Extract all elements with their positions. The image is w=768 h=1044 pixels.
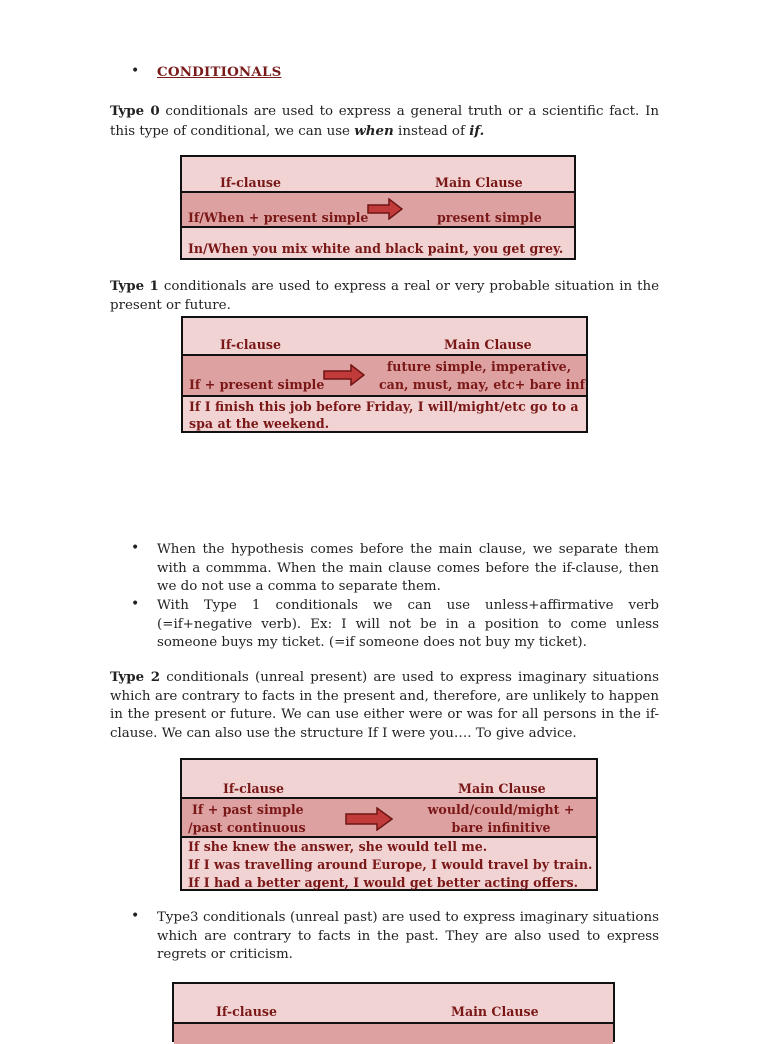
if-form: If/When + present simple — [188, 210, 369, 225]
arrow-right-icon — [367, 198, 403, 220]
main-form-line-1: would/could/might + — [427, 802, 575, 817]
table-row — [174, 984, 613, 1022]
list-item: With Type 1 conditionals we can use unless+affirmative verb (=if+negative verb). Ex: I will not be in a position to come unless someone buys my ticket. (=if someone does not buy my ticket). — [157, 598, 659, 650]
table-row — [182, 157, 574, 191]
if-form: If + present simple — [189, 377, 325, 392]
bullet-dot: • — [131, 596, 140, 612]
arrow-right-icon — [323, 364, 365, 386]
bullet-dot: • — [131, 540, 140, 556]
type0-table — [180, 155, 576, 260]
if-clause-header: If-clause — [223, 781, 284, 796]
type1-paragraph — [110, 277, 659, 315]
example-sentence: If she knew the answer, she would tell me. — [188, 839, 488, 854]
type0-lead: Type 0 — [110, 103, 160, 119]
main-form-line-1: future simple, imperative, — [386, 359, 572, 374]
type1-lead: Type 1 — [110, 278, 159, 294]
type3-bullet: Type3 conditionals (unreal past) are used to express imaginary situations which are contrary to facts in the past. They are also used to express regrets or criticism. — [157, 910, 659, 962]
if-clause-header: If-clause — [220, 337, 281, 352]
page-heading: CONDITIONALS — [157, 64, 282, 80]
type3-table — [172, 982, 615, 1042]
type2-paragraph — [110, 668, 659, 743]
main-clause-header: Main Clause — [458, 781, 546, 796]
type2-lead: Type 2 — [110, 669, 161, 685]
type2-table — [180, 758, 598, 891]
table-row — [174, 1022, 613, 1044]
type1-table — [181, 316, 588, 433]
type0-if: if. — [469, 122, 485, 139]
if-form-line-2: /past continuous — [188, 820, 306, 835]
if-clause-header: If-clause — [216, 1004, 277, 1019]
bullet-dot: • — [131, 63, 140, 79]
table-row — [183, 318, 586, 354]
type0-text-b: instead of — [393, 123, 470, 139]
example-sentence: If I had a better agent, I would get better acting offers. — [188, 875, 579, 890]
type2-text: conditionals (unreal present) are used to express imaginary situations which are contrary to facts in the present and, therefore, are unlikely to happen in the present or future. We can use either were or was for all persons in the if-clause. We can also use the structure If I were you…. To give advice. — [110, 670, 659, 741]
bullet-dot: • — [131, 908, 140, 924]
main-form: present simple — [437, 210, 542, 225]
main-clause-header: Main Clause — [435, 175, 523, 190]
type0-when: when — [354, 122, 394, 139]
main-clause-header: Main Clause — [451, 1004, 539, 1019]
table-row — [183, 395, 586, 431]
table-row — [182, 797, 596, 836]
table-row — [182, 191, 574, 226]
table-row — [182, 226, 574, 258]
table-row — [182, 836, 596, 889]
type1-text: conditionals are used to express a real or very probable situation in the present or future. — [110, 279, 660, 313]
main-form-line-2: bare infinitive — [451, 820, 551, 835]
type0-text-a: conditionals are used to express a general truth or a scientific fact. In this type of conditional, we can use — [110, 104, 659, 139]
example-sentence: In/When you mix white and black paint, you get grey. — [188, 241, 564, 256]
if-form-line-1: If + past simple — [192, 802, 304, 817]
table-row — [182, 760, 596, 797]
main-clause-header: Main Clause — [444, 337, 532, 352]
list-item: When the hypothesis comes before the main clause, we separate them with a commma. When the main clause comes before the if-clause, then we do not use a comma to separate them. — [157, 542, 659, 594]
if-clause-header: If-clause — [220, 175, 281, 190]
arrow-right-icon — [345, 807, 393, 831]
type0-paragraph — [110, 102, 659, 141]
example-sentence: If I was travelling around Europe, I would travel by train. — [188, 857, 593, 872]
main-form-line-2: can, must, may, etc+ bare inf — [379, 377, 586, 392]
table-row — [183, 354, 586, 395]
example-sentence: If I finish this job before Friday, I will/might/etc go to a spa at the weekend. — [189, 399, 579, 431]
